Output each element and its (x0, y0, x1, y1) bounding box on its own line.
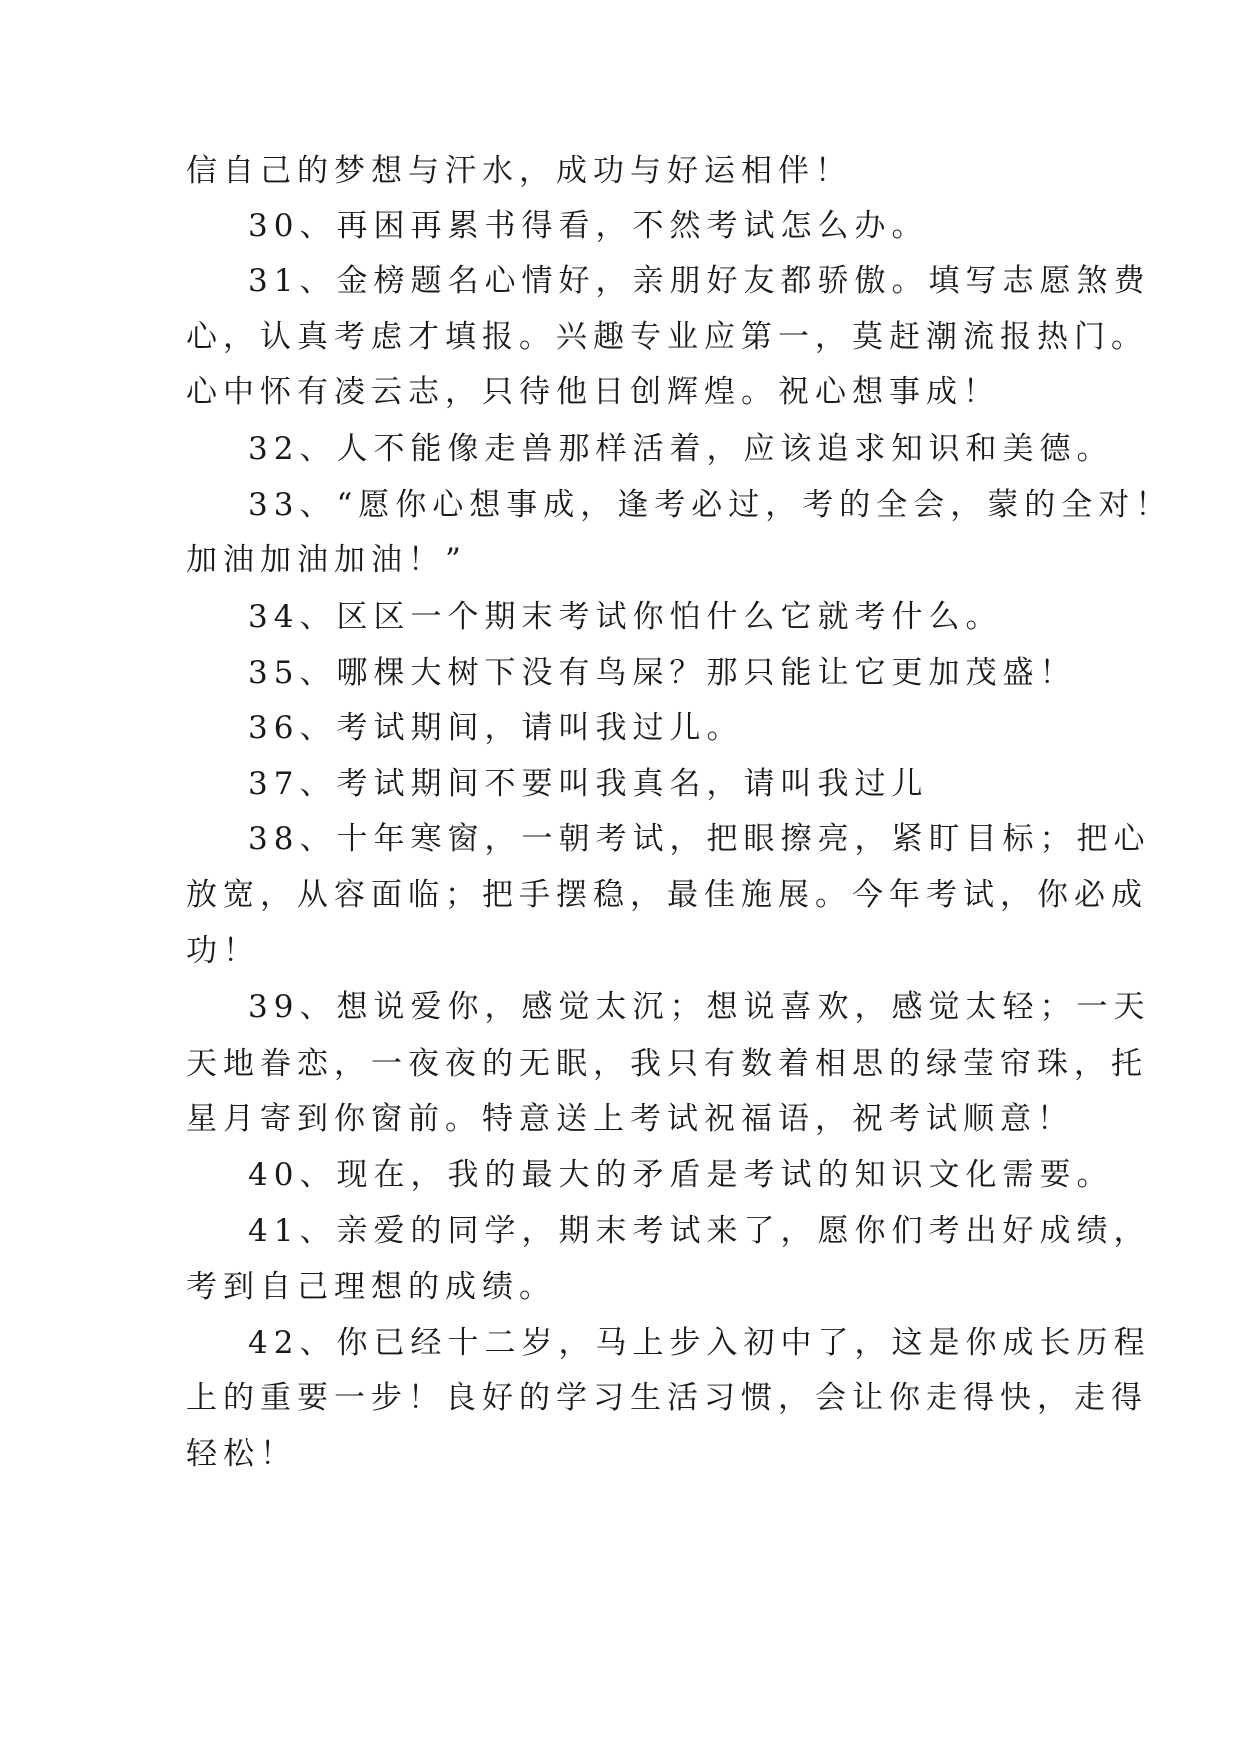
text-line: 34、区区一个期末考试你怕什么它就考什么。 (248, 599, 1003, 635)
text-line: 35、哪棵大树下没有鸟屎？那只能让它更加茂盛！ (248, 655, 1077, 691)
text-line: 加油加油加油！” (186, 542, 467, 578)
text-line: 39、想说爱你，感觉太沉；想说喜欢，感觉太轻；一天 (248, 989, 1151, 1025)
text-line: 放宽，从容面临；把手摆稳，最佳施展。今年考试，你必成 (186, 877, 1148, 913)
text-line: 功！ (186, 933, 260, 969)
text-line: 考到自己理想的成绩。 (186, 1269, 556, 1305)
text-line: 上的重要一步！良好的学习生活习惯，会让你走得快，走得 (186, 1380, 1148, 1416)
text-line: 天地眷恋，一夜夜的无眠，我只有数着相思的绿莹帘珠，托 (186, 1046, 1148, 1082)
text-line: 轻松！ (186, 1436, 297, 1472)
text-line: 心，认真考虑才填报。兴趣专业应第一，莫赶潮流报热门。 (186, 319, 1148, 355)
text-line: 31、金榜题名心情好，亲朋好友都骄傲。填写志愿煞费 (248, 263, 1151, 299)
text-line: 36、考试期间，请叫我过儿。 (248, 710, 744, 746)
text-line: 32、人不能像走兽那样活着，应该追求知识和美德。 (248, 431, 1114, 467)
text-line: 41、亲爱的同学，期末考试来了，愿你们考出好成绩， (248, 1213, 1151, 1249)
text-line: 37、考试期间不要叫我真名，请叫我过儿 (248, 766, 929, 802)
text-line: 心中怀有凌云志，只待他日创辉煌。祝心想事成！ (186, 374, 1000, 410)
text-line: 30、再困再累书得看，不然考试怎么办。 (248, 208, 929, 244)
text-line: 42、你已经十二岁，马上步入初中了，这是你成长历程 (248, 1325, 1151, 1361)
text-line: 星月寄到你窗前。特意送上考试祝福语，祝考试顺意！ (186, 1101, 1074, 1137)
text-line: 33、“愿你心想事成，逢考必过，考的全会，蒙的全对！ (248, 487, 1173, 523)
text-line: 38、十年寒窗，一朝考试，把眼擦亮，紧盯目标；把心 (248, 821, 1151, 857)
text-line: 40、现在，我的最大的矛盾是考试的知识文化需要。 (248, 1157, 1114, 1193)
text-line: 信自己的梦想与汗水，成功与好运相伴！ (186, 153, 852, 189)
